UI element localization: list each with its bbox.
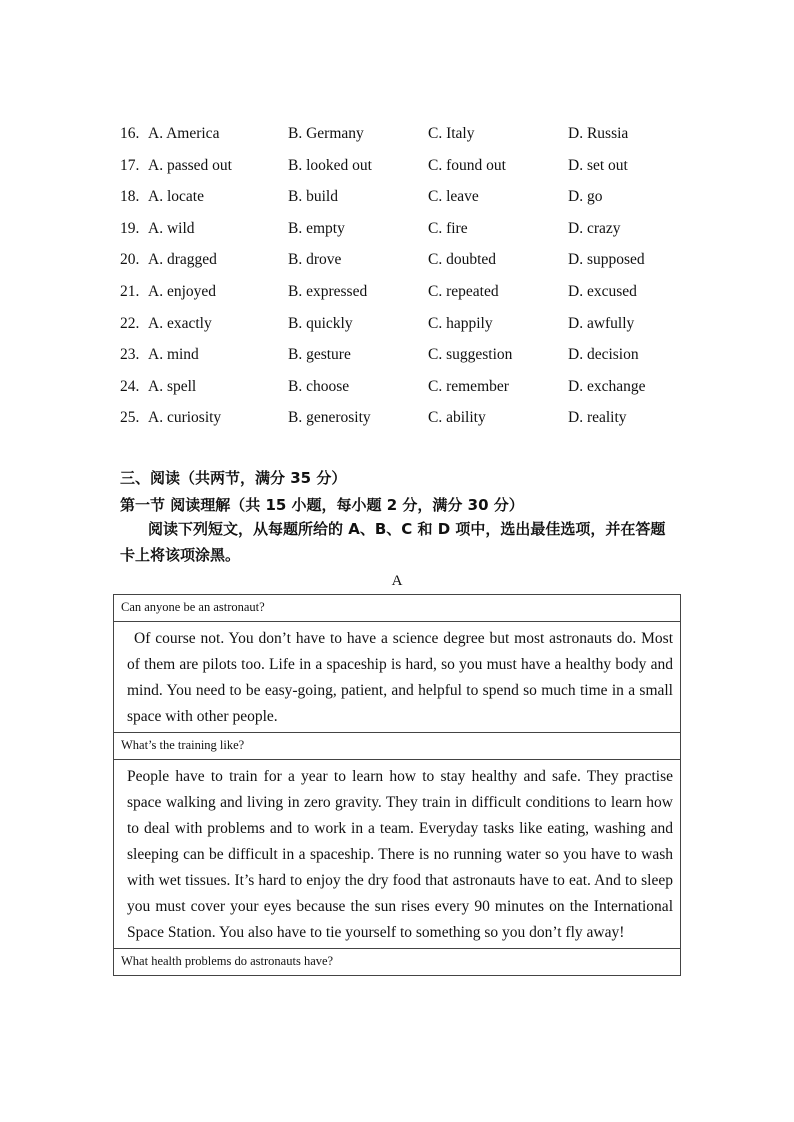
option-b: B. choose — [288, 377, 350, 395]
question-number: 18. — [120, 188, 140, 206]
option-d: D. Russia — [568, 125, 629, 142]
option-b: B. gesture — [288, 346, 351, 364]
option-row — [120, 346, 700, 378]
option-d: D. go — [568, 188, 603, 206]
option-c: C. doubted — [428, 251, 497, 269]
passage-answer: Of course not. You don’t have to have a science degree but most astronauts do. Most of them are pilots too. Life in a spaceship is hard, so you must have a healthy body and mind. You need to be easy-going, patient, and helpful to spend so much time in a small space with other people. — [114, 622, 680, 733]
option-b: B. quickly — [288, 314, 353, 332]
option-c: C. repeated — [428, 282, 499, 300]
question-number: 20. — [120, 251, 140, 269]
option-c: C. suggestion — [428, 346, 513, 364]
question-number: 19. — [120, 219, 140, 237]
option-row — [120, 378, 700, 410]
option-row — [120, 220, 700, 252]
option-row — [120, 283, 700, 315]
question-number: 17. — [120, 156, 140, 174]
option-row — [120, 125, 700, 157]
section-heading: 三、阅读（共两节，满分 35 分） — [120, 469, 347, 487]
option-a: A. curiosity — [148, 409, 222, 427]
option-a: A. exactly — [148, 314, 212, 332]
option-b: B. build — [288, 188, 338, 206]
passage-question: Can anyone be an astronaut? — [114, 595, 680, 622]
option-d: D. set out — [568, 156, 628, 174]
option-a: A. America — [148, 125, 220, 142]
option-d: D. exchange — [568, 377, 646, 395]
option-row — [120, 157, 700, 189]
option-a: A. dragged — [148, 251, 217, 269]
question-number: 21. — [120, 282, 140, 300]
option-c: C. fire — [428, 219, 468, 237]
question-number: 16. — [120, 125, 140, 142]
option-d: D. excused — [568, 282, 637, 300]
option-a: A. mind — [148, 346, 199, 364]
passage-table — [113, 594, 681, 976]
option-b: B. expressed — [288, 282, 368, 300]
option-a: A. enjoyed — [148, 282, 217, 300]
section-subheading: 第一节 阅读理解（共 15 小题，每小题 2 分，满分 30 分） — [120, 496, 524, 514]
option-c: C. found out — [428, 156, 506, 174]
option-d: D. crazy — [568, 219, 621, 237]
question-number: 25. — [120, 409, 140, 427]
option-a: A. passed out — [148, 156, 232, 174]
section-instruction: 阅读下列短文，从每题所给的 A、B、C 和 D 项中，选出最佳选项，并在答题卡上将该项涂黑。 — [120, 520, 666, 564]
option-row — [120, 409, 700, 441]
option-b: B. generosity — [288, 409, 371, 427]
passage-answer: People have to train for a year to learn how to stay healthy and safe. They practise space walking and living in zero gravity. They train in difficult conditions to learn how to deal with problems and to work in a team. Everyday tasks like eating, washing and sleeping can be difficult in a spaceship. There is no running water so you have to wash with wet tissues. It’s hard to enjoy the dry food that astronauts have to eat. And to sleep you must cover your eyes because the sun rises every 90 minutes on the International Space Station. You also have to tie yourself to something so you don’t fly away! — [114, 760, 680, 949]
option-c: C. Italy — [428, 125, 475, 142]
option-row — [120, 188, 700, 220]
option-a: A. spell — [148, 377, 197, 395]
cloze-options — [120, 125, 700, 441]
option-a: A. wild — [148, 219, 195, 237]
option-c: C. leave — [428, 188, 479, 206]
option-row — [120, 251, 700, 283]
question-number: 23. — [120, 346, 140, 364]
option-b: B. drove — [288, 251, 342, 269]
passage-question: What’s the training like? — [114, 733, 680, 760]
question-number: 24. — [120, 377, 140, 395]
option-d: D. supposed — [568, 251, 645, 269]
option-a: A. locate — [148, 188, 204, 206]
option-d: D. decision — [568, 346, 639, 364]
option-row — [120, 315, 700, 347]
option-b: B. Germany — [288, 125, 364, 142]
question-number: 22. — [120, 314, 140, 332]
passage-question: What health problems do astronauts have? — [121, 954, 334, 968]
option-d: D. reality — [568, 409, 627, 427]
passage-label: A — [391, 573, 403, 589]
option-c: C. ability — [428, 409, 486, 427]
option-c: C. happily — [428, 314, 493, 332]
option-c: C. remember — [428, 377, 509, 395]
option-d: D. awfully — [568, 314, 635, 332]
option-b: B. looked out — [288, 156, 372, 174]
option-b: B. empty — [288, 219, 345, 237]
